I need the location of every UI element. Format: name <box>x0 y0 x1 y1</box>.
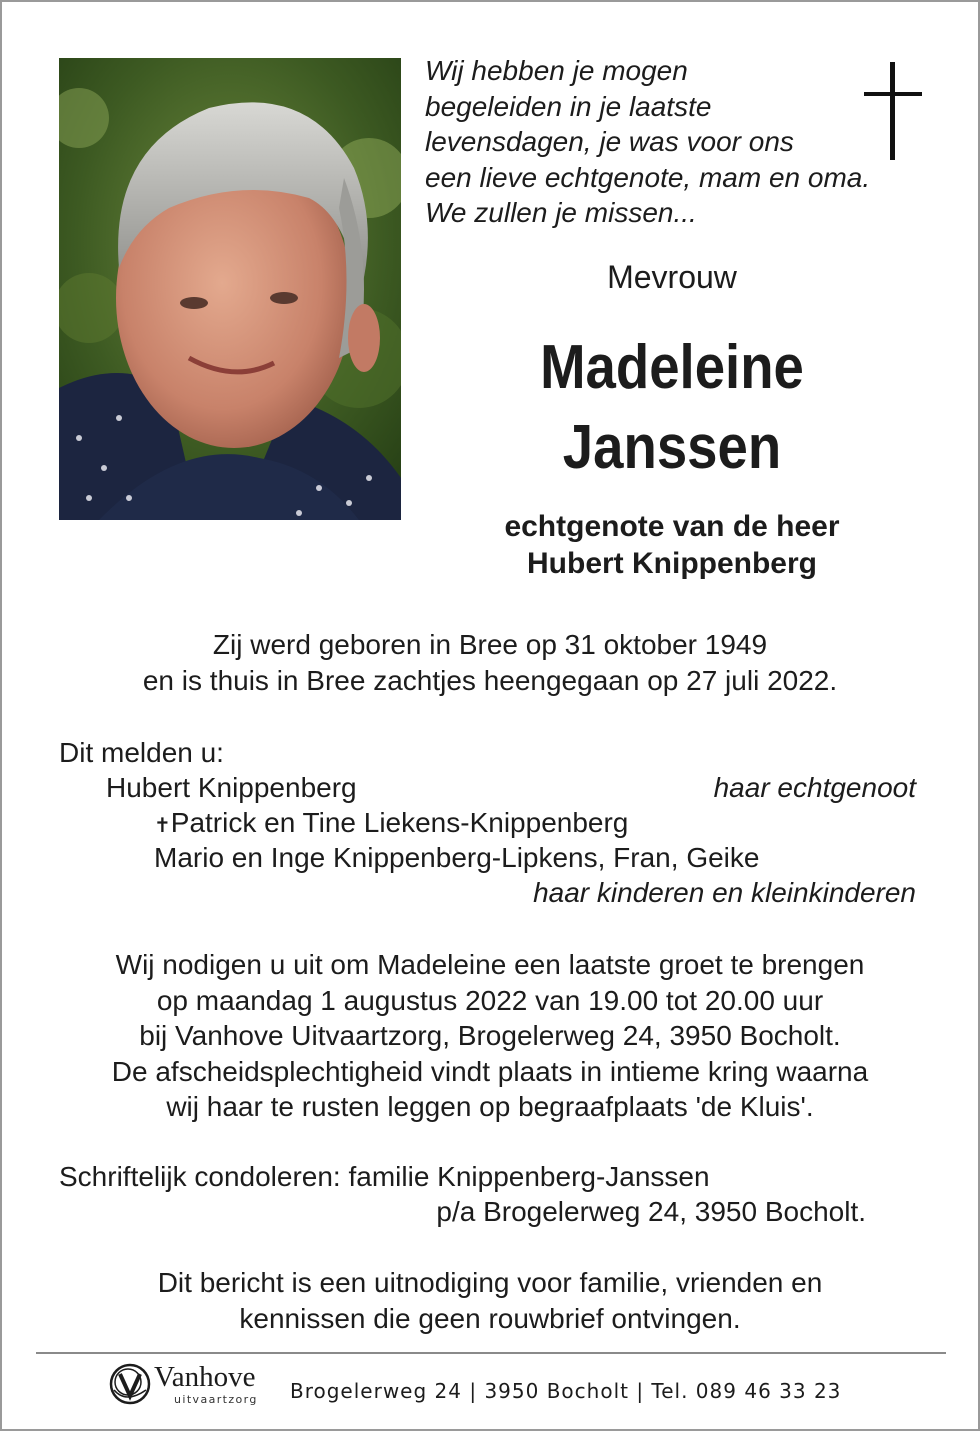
notice-note <box>2 1265 978 1336</box>
poem-line: een lieve echtgenote, mam en oma. <box>425 161 871 193</box>
deceased-first-name: Madeleine <box>540 333 804 402</box>
death-line: en is thuis in Bree zachtjes heengegaan op 27 juli 2022. <box>142 664 838 696</box>
announcer-spouse-role: haar echtgenoot <box>713 772 916 803</box>
portrait-photo-icon <box>59 58 401 520</box>
poem-line: We zullen je missen... <box>425 197 697 228</box>
deceased-cross-icon: ✝ <box>154 813 171 837</box>
poem-line: Wij hebben je mogen <box>425 55 688 86</box>
announcer-child1 <box>154 805 628 844</box>
announcer-child2: Mario en Inge Knippenberg-Lipkens, Fran, Geike <box>154 842 760 873</box>
condolence-line: Schriftelijk condoleren: familie Knippenberg-Janssen <box>59 1161 710 1192</box>
announcer-children-role: haar kinderen en kleinkinderen <box>533 877 916 908</box>
announcer-spouse-name: Hubert Knippenberg <box>106 772 357 803</box>
company-name: Vanhove <box>154 1361 256 1393</box>
vanhove-logo-icon <box>106 1360 154 1408</box>
invitation-text <box>2 947 978 1125</box>
portrait-photo <box>59 58 401 520</box>
invitation-line: wij haar te rusten leggen op begraafplaats 'de Kluis'. <box>166 1091 814 1122</box>
invitation-line: Wij nodigen u uit om Madeleine een laatste groet te brengen <box>115 949 865 980</box>
poem-line: begeleiden in je laatste <box>425 90 712 122</box>
company-subtitle: uitvaartzorg <box>174 1393 258 1406</box>
spouse-name: Hubert Knippenberg <box>527 547 817 580</box>
deceased-last-name: Janssen <box>562 413 782 482</box>
birth-death-dates <box>2 627 978 698</box>
announcer-child1-name: Patrick en Tine Liekens-Knippenberg <box>170 807 629 838</box>
spouse-line: echtgenote van de heer <box>504 510 840 543</box>
vanhove-logo <box>106 1358 276 1410</box>
invitation-line: De afscheidsplechtigheid vindt plaats in intieme kring waarna <box>111 1055 869 1087</box>
note-line: Dit bericht is een uitnodiging voor familie, vrienden en <box>157 1267 823 1298</box>
spouse-info <box>422 508 922 582</box>
birth-line: Zij werd geboren in Bree op 31 oktober 1949 <box>212 629 768 660</box>
poem-line: levensdagen, je was voor ons <box>425 126 794 157</box>
invitation-line: op maandag 1 augustus 2022 van 19.00 tot 20.00 uur <box>156 984 824 1016</box>
footer-address: Brogelerweg 24 | 3950 Bocholt | Tel. 089 46 33 23 <box>290 1379 842 1403</box>
invitation-line: bij Vanhove Uitvaartzorg, Brogelerweg 24, 3950 Bocholt. <box>139 1020 841 1051</box>
note-line: kennissen die geen rouwbrief ontvingen. <box>239 1302 741 1334</box>
announcers-intro: Dit melden u: <box>59 737 224 768</box>
condolence-address: p/a Brogelerweg 24, 3950 Bocholt. <box>436 1196 866 1227</box>
deceased-title: Mevrouw <box>607 259 737 295</box>
latin-cross-icon <box>864 62 922 160</box>
footer-divider <box>36 1352 946 1354</box>
